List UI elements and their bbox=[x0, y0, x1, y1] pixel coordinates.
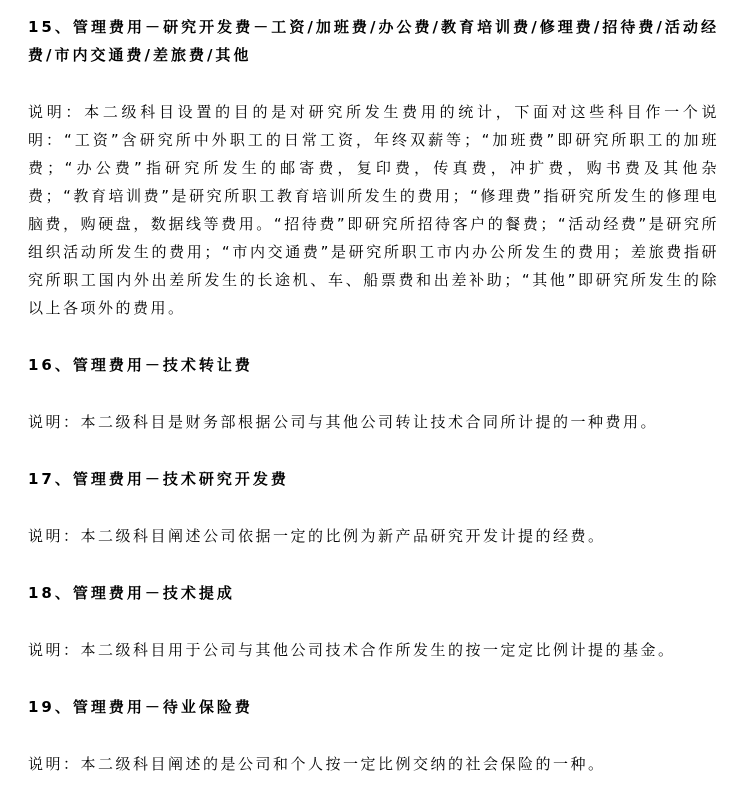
section-19-heading: 19、管理费用－待业保险费 bbox=[28, 698, 253, 716]
section-19-body: 说明：本二级科目阐述的是公司和个人按一定比例交纳的社会保险的一种。 bbox=[28, 755, 606, 773]
section-17-heading: 17、管理费用－技术研究开发费 bbox=[28, 470, 289, 488]
section-17 bbox=[28, 465, 719, 550]
section-16 bbox=[28, 351, 719, 436]
section-19 bbox=[28, 693, 719, 778]
section-15 bbox=[28, 13, 719, 322]
section-18 bbox=[28, 579, 719, 664]
section-16-body: 说明：本二级科目是财务部根据公司与其他公司转让技术合同所计提的一种费用。 bbox=[28, 413, 659, 431]
section-15-heading: 15、管理费用－研究开发费－工资/加班费/办公费/教育培训费/修理费/招待费/活动经费/市内交通费/差旅费/其他 bbox=[28, 18, 719, 64]
section-16-heading: 16、管理费用－技术转让费 bbox=[28, 356, 253, 374]
section-18-body: 说明：本二级科目用于公司与其他公司技术合作所发生的按一定定比例计提的基金。 bbox=[28, 641, 676, 659]
section-15-body: 说明：本二级科目设置的目的是对研究所发生费用的统计，下面对这些科目作一个说明：“工资”含研究所中外职工的日常工资，年终双薪等；“加班费”即研究所职工的加班费；“办公费”指研究所发生的邮寄费，复印费，传真费，冲扩费，购书费及其他杂费；“教育培训费”是研究所职工教育培训所发生的费用；“修理费”指研究所发生的修理电脑费，购硬盘，数据线等费用。“招待费”即研究所招待客户的餐费；“活动经费”是研究所组织活动所发生的费用；“市内交通费”是研究所职工市内办公所发生的费用；差旅费指研究所职工国内外出差所发生的长途机、车、船票费和出差补助；“其他”即研究所发生的除以上各项外的费用。 bbox=[28, 103, 719, 317]
section-18-heading: 18、管理费用－技术提成 bbox=[28, 584, 235, 602]
section-17-body: 说明：本二级科目阐述公司依据一定的比例为新产品研究开发计提的经费。 bbox=[28, 527, 606, 545]
